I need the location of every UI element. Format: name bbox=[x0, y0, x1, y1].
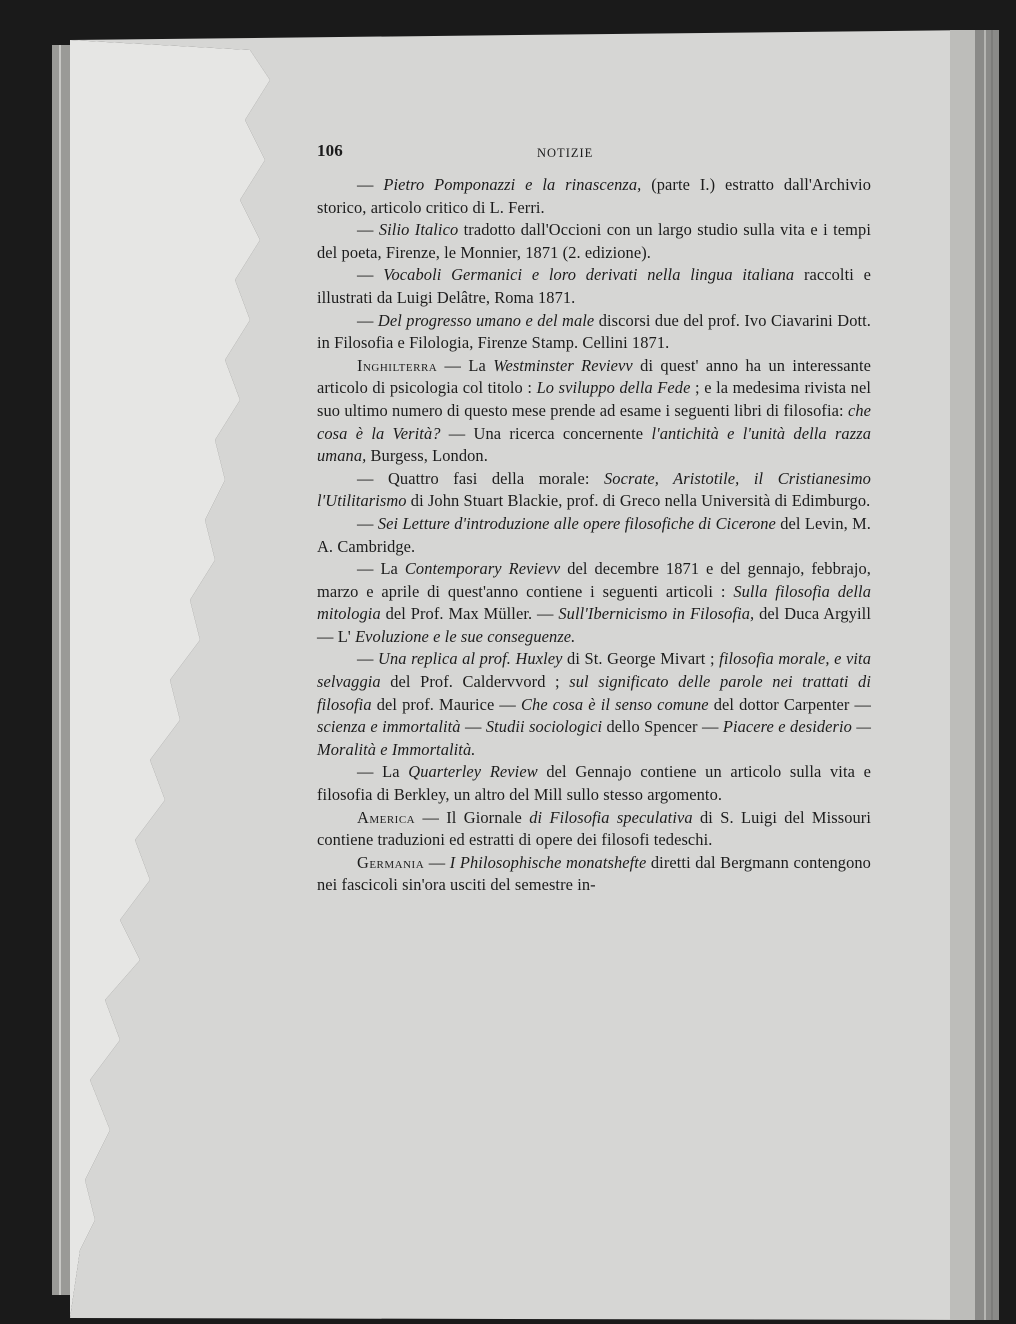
text-run: del Duca Argyill — L' bbox=[317, 604, 871, 646]
italic-title: scienza e immortalità bbox=[317, 717, 461, 737]
italic-title: Del progresso umano e del male bbox=[377, 310, 595, 330]
text-run: Burgess, London. bbox=[366, 446, 488, 466]
entry-paragraph bbox=[317, 174, 871, 219]
italic-title: che cosa è la Verità? bbox=[317, 400, 871, 443]
entry-dash: — bbox=[357, 762, 383, 782]
text-run: — La bbox=[437, 355, 494, 375]
text-run: ; e la medesima rivista nel suo ultimo numero di questo mese prende ad esame i seguenti libri di filosofia: bbox=[317, 378, 871, 420]
country-paragraph bbox=[317, 355, 871, 468]
italic-title: Evoluzione e le sue conseguenze. bbox=[355, 626, 576, 646]
text-run: dello Spencer — bbox=[602, 717, 723, 737]
text-run: del decembre 1871 e del gennajo, febbrajo, marzo e aprile di quest'anno contiene i seguenti articoli : bbox=[317, 559, 871, 601]
italic-title: filosofia morale, e vita selvaggia bbox=[317, 649, 872, 692]
text-run: — Il Giornale bbox=[415, 807, 530, 827]
running-head bbox=[317, 140, 871, 174]
italic-title: Quarterley Review bbox=[408, 762, 538, 782]
text-run: discorsi due del prof. Ivo Ciavarini Dott. in Filosofia e Filologia, Firenze Stamp. Cellini 1871. bbox=[317, 310, 871, 353]
entry-paragraph bbox=[317, 264, 871, 309]
entry-paragraph bbox=[317, 558, 871, 648]
country-heading: Inghilterra bbox=[357, 355, 438, 375]
page-content bbox=[317, 140, 871, 897]
text-run: del Levin, M. A. Cambridge. bbox=[317, 513, 872, 556]
text-run: tradotto dall'Occioni con un largo studio sulla vita e i tempi del poeta, Firenze, le Monnier, 1871 (2. edizione). bbox=[317, 220, 871, 262]
italic-title: Pietro Pomponazzi e la rinascenza, bbox=[383, 175, 642, 194]
entry-paragraph bbox=[317, 219, 871, 264]
section-title: NOTIZIE bbox=[537, 146, 594, 160]
text-run: raccolti e illustrati da Luigi Delâtre, Roma 1871. bbox=[317, 265, 871, 307]
text-run: di St. George Mivart ; bbox=[562, 649, 720, 669]
page-number: 106 bbox=[317, 141, 343, 160]
italic-title: Silio Italico bbox=[378, 220, 459, 240]
italic-title: Lo sviluppo della Fede bbox=[536, 378, 691, 398]
text-run: — bbox=[460, 717, 486, 737]
italic-title: l'antichità e l'unità della razza umana, bbox=[317, 423, 871, 466]
italic-title: Contemporary Revievv bbox=[404, 559, 561, 579]
text-run: — Una ricerca concernente bbox=[440, 423, 652, 443]
entry-paragraph bbox=[317, 310, 871, 355]
italic-title: Una replica al prof. Huxley bbox=[378, 649, 563, 669]
entry-paragraph bbox=[317, 513, 871, 558]
entry-dash: — bbox=[357, 559, 381, 579]
italic-title: Sulla filosofia della mitologia bbox=[317, 581, 872, 624]
entry-dash: — bbox=[357, 468, 388, 488]
country-paragraph bbox=[317, 852, 871, 897]
text-run: del dottor Carpenter — bbox=[708, 694, 871, 714]
italic-title: Socrate, Aristotile, il Cristianesimo l'Utilitarismo bbox=[317, 468, 871, 511]
italic-title: sul significato delle parole nei trattati di filosofia bbox=[317, 672, 871, 714]
italic-title: I Philosophische monatshefte bbox=[449, 852, 647, 872]
entry-paragraph bbox=[317, 761, 871, 806]
text-run: del prof. Maurice — bbox=[371, 694, 521, 714]
text-run: di John Stuart Blackie, prof. di Greco nella Università di Edimburgo. bbox=[406, 491, 871, 511]
country-paragraph bbox=[317, 807, 871, 852]
text-run: di quest' anno ha un interessante articolo di psicologia col titolo : bbox=[317, 355, 871, 398]
entry-dash: — bbox=[357, 310, 378, 330]
entry-paragraph bbox=[317, 468, 871, 513]
italic-title: Westminster Revievv bbox=[493, 355, 633, 375]
italic-title: Studii sociologici bbox=[485, 717, 603, 737]
italic-title: di Filosofia speculativa bbox=[529, 807, 693, 827]
italic-title: Vocaboli Germanici e loro derivati nella lingua italiana bbox=[383, 265, 795, 285]
entry-dash: — bbox=[357, 513, 378, 533]
entry-dash: — bbox=[357, 220, 379, 240]
country-heading: America bbox=[357, 807, 416, 827]
text-run: La bbox=[380, 559, 405, 579]
country-heading: Germania bbox=[357, 852, 425, 872]
text-run: Quattro fasi della morale: bbox=[388, 468, 604, 488]
text-run: — bbox=[424, 852, 450, 872]
entry-dash: — bbox=[357, 265, 384, 285]
text-run: del Prof. Caldervvord ; bbox=[380, 672, 570, 692]
entry-paragraph bbox=[317, 648, 871, 761]
text-run: diretti dal Bergmann contengono nei fascicoli sin'ora usciti del semestre in- bbox=[317, 852, 871, 895]
entry-dash: — bbox=[357, 175, 384, 194]
italic-title: Sull'Ibernicismo in Filosofia, bbox=[558, 604, 755, 624]
entry-dash: — bbox=[357, 649, 379, 669]
text-run: del Gennajo contiene un articolo sulla vita e filosofia di Berkley, un altro del Mill sullo stesso argomento. bbox=[317, 762, 871, 805]
italic-title: Piacere e desiderio — Moralità e Immortalità. bbox=[317, 717, 871, 759]
text-run: del Prof. Max Müller. — bbox=[380, 604, 559, 624]
italic-title: Che cosa è il senso comune bbox=[521, 694, 709, 714]
text-run: di S. Luigi del Missouri contiene traduzioni ed estratti di opere dei filosofi tedeschi. bbox=[317, 807, 872, 850]
italic-title: Sei Letture d'introduzione alle opere filosofiche di Cicerone bbox=[377, 513, 776, 533]
body-text bbox=[317, 174, 871, 897]
text-run: (parte I.) estratto dall'Archivio storico, articolo critico di L. Ferri. bbox=[317, 175, 871, 217]
text-run: La bbox=[382, 762, 409, 782]
